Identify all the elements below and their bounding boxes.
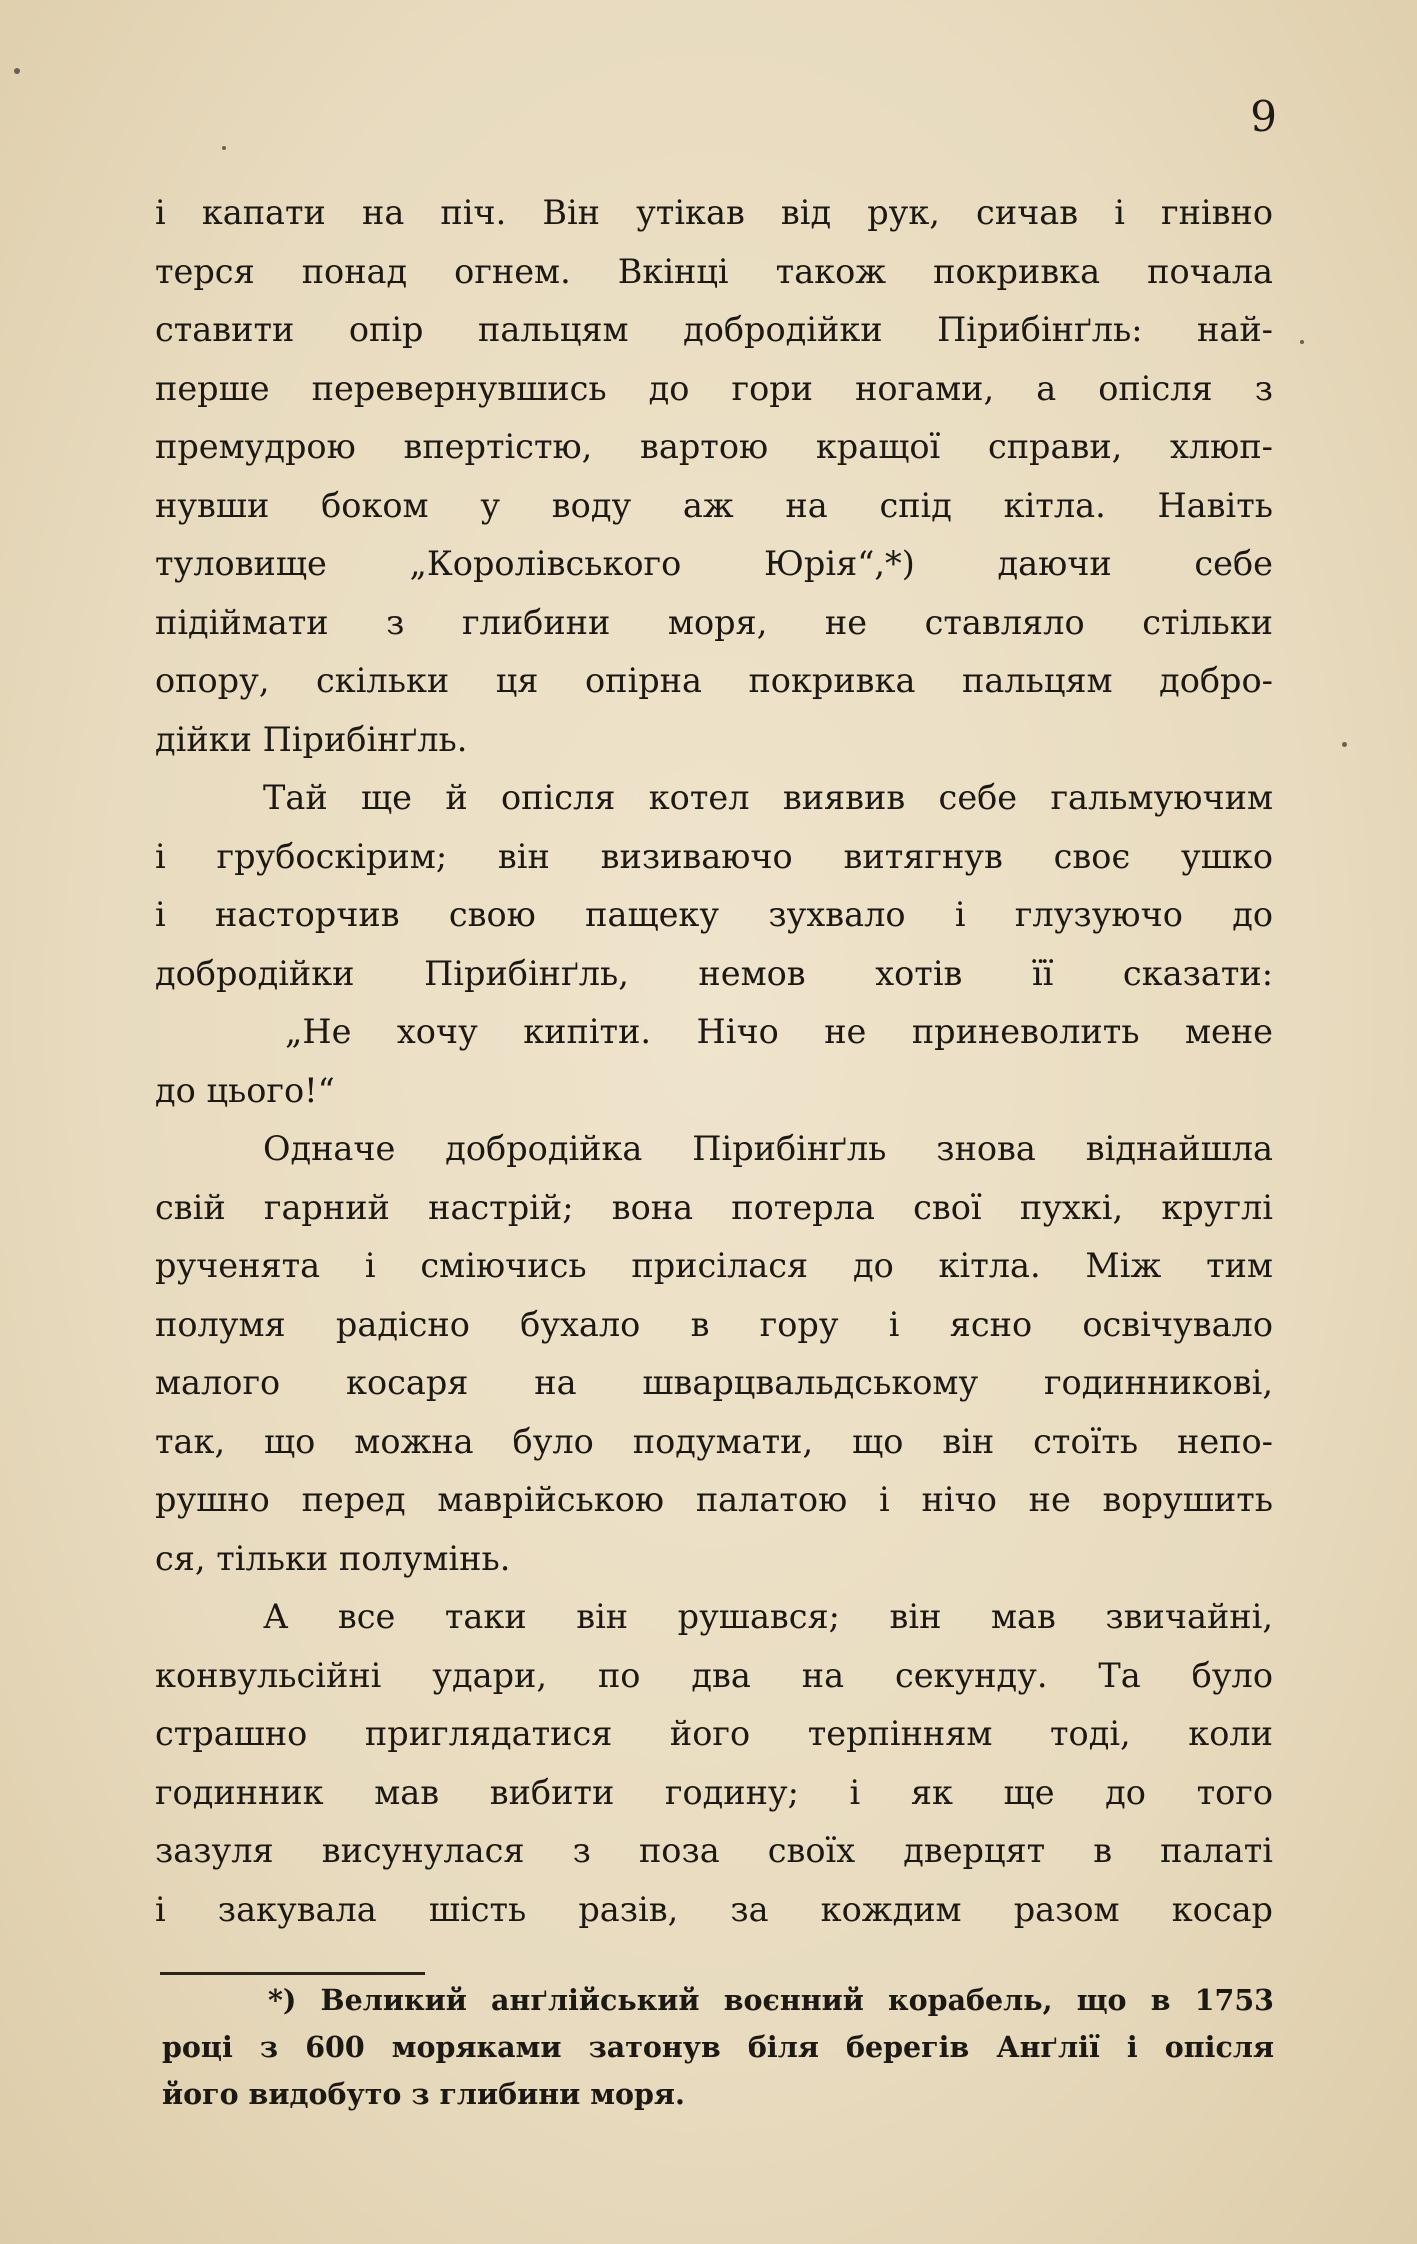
footnote-divider xyxy=(160,1972,425,1975)
text-line: добродійки Пірибінґль, немов хотів її сказати: xyxy=(155,953,1273,993)
text-line: терся понад огнем. Вкінці також покривка почала xyxy=(155,251,1273,291)
text-line: до цього!“ xyxy=(155,1070,335,1110)
text-line: рушно перед маврійською палатою і нічо не ворушить xyxy=(155,1480,1273,1519)
paper-speck xyxy=(1300,340,1304,344)
text-line: полумя радісно бухало в гору і ясно освічувало xyxy=(155,1304,1273,1344)
text-line: перше перевернувшись до гори ногами, а опісля з xyxy=(155,368,1273,408)
text-line: рученята і сміючись присілася до кітла. Між тим xyxy=(155,1246,1273,1285)
footnote-line: *) Великий анґлійський воєнний корабель, що в 1753 xyxy=(268,1983,1274,2017)
text-line: Тай ще й опісля котел виявив себе гальмуючим xyxy=(263,778,1273,817)
paper-speck xyxy=(222,146,226,150)
text-line: і капати на піч. Він утікав від рук, сичав і гнівно xyxy=(155,193,1273,232)
text-line: так, що можна було подумати, що він стоїть непо- xyxy=(155,1421,1273,1461)
paper-speck xyxy=(1342,742,1347,747)
text-line: і закувала шість разів, за кождим разом косар xyxy=(155,1889,1273,1929)
text-line: А все таки він рушався; він мав звичайні, xyxy=(263,1597,1273,1636)
text-line: і насторчив свою пащеку зухвало і глузуючо до xyxy=(155,895,1273,934)
text-line: ся, тільки полумінь. xyxy=(155,1538,511,1578)
paper-speck xyxy=(14,68,20,74)
text-line: страшно приглядатися його терпінням тоді, коли xyxy=(155,1714,1273,1753)
text-line: свій гарний настрій; вона потерла свої пухкі, круглі xyxy=(155,1187,1273,1227)
text-line: конвульсійні удари, по два на секунду. Та було xyxy=(155,1655,1273,1695)
text-line: нувши боком у воду аж на спід кітла. Навіть xyxy=(155,485,1273,525)
footnote xyxy=(162,1977,1274,2118)
text-line: дійки Пірибінґль. xyxy=(155,719,468,759)
text-line: зазуля висунулася з поза своїх дверцят в палаті xyxy=(155,1831,1273,1870)
text-line: премудрою впертістю, вартою кращої справи, хлюп- xyxy=(155,427,1273,466)
text-line: ставити опір пальцям добродійки Пірибінґль: най- xyxy=(155,310,1273,349)
text-line: „Не хочу кипіти. Нічо не приневолить мене xyxy=(285,1012,1273,1051)
text-line: малого косаря на шварцвальдському годинникові, xyxy=(155,1363,1273,1402)
text-line: і грубоскірим; він визиваючо витягнув своє ушко xyxy=(155,836,1273,876)
text-line: туловище „Королівського Юрія“,*) даючи себе xyxy=(155,544,1273,583)
page-number: 9 xyxy=(1250,92,1277,141)
text-line: годинник мав вибити годину; і як ще до того xyxy=(155,1772,1273,1812)
text-line: опору, скільки ця опірна покривка пальцям добро- xyxy=(155,661,1273,700)
footnote-line: його видобуто з глибини моря. xyxy=(162,2077,685,2111)
footnote-line: році з 600 моряками затонув біля берегів Анґлії і опісля xyxy=(162,2030,1274,2064)
text-line: Одначе добродійка Пірибінґль знова віднайшла xyxy=(263,1129,1273,1168)
text-line: підіймати з глибини моря, не ставляло стільки xyxy=(155,602,1273,642)
body-text xyxy=(155,184,1273,1939)
